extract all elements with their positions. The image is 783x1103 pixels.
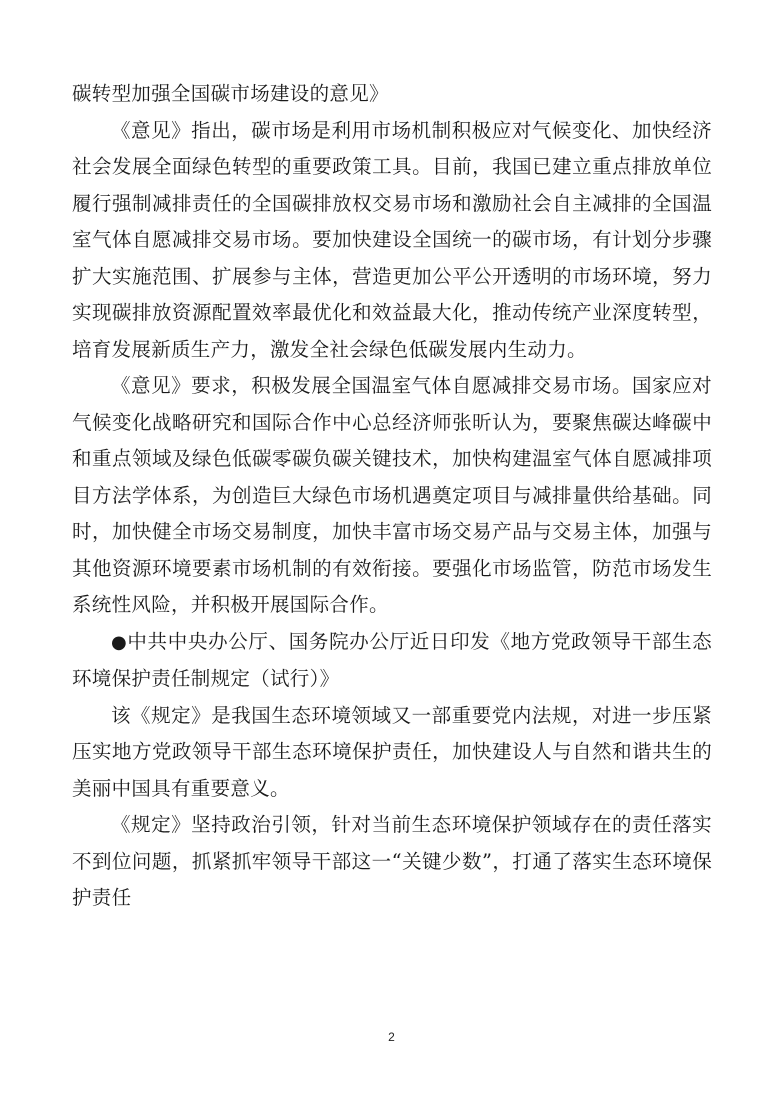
- paragraph-5-text: 该《规定》是我国生态环境领域又一部重要党内法规，对进一步压紧压实地方党政领导干部生态环境保护责任，加快建设人与自然和谐共生的美丽中国具有重要意义。: [72, 703, 712, 800]
- paragraph-2-text: 《意见》指出，碳市场是利用市场机制积极应对气候变化、加快经济社会发展全面绿色转型的重要政策工具。目前，我国已建立重点排放单位履行强制减排责任的全国碳排放权交易市场和激励社会自主减排的全国温室气体自愿减排交易市场。要加快建设全国统一的碳市场，有计划分步骤扩大实施范围、扩展参与主体，营造更加公平公开透明的市场环境，努力实现碳排放资源配置效率最优化和效益最大化，推动传统产业深度转型，培育发展新质生产力，激发全社会绿色低碳发展内生动力。: [72, 118, 712, 361]
- paragraph-6: [72, 807, 712, 917]
- document-body: [72, 76, 712, 917]
- bullet-heading-text: 中共中央办公厅、国务院办公厅近日印发《地方党政领导干部生态环境保护责任制规定（试行）》: [72, 629, 713, 690]
- paragraph-3: [72, 368, 712, 624]
- paragraph-1-text: 碳转型加强全国碳市场建设的意见》: [72, 82, 389, 105]
- paragraph-6-text: 《规定》坚持政治引领，针对当前生态环境保护领域存在的责任落实不到位问题，抓紧抓牢领导干部这一“关键少数”，打通了落实生态环境保护责任: [72, 813, 712, 909]
- paragraph-1: [72, 76, 712, 113]
- bullet-icon: ●: [111, 631, 128, 653]
- paragraph-3-text: 《意见》要求，积极发展全国温室气体自愿减排交易市场。国家应对气候变化战略研究和国际合作中心总经济师张昕认为，要聚焦碳达峰碳中和重点领域及绿色低碳零碳负碳关键技术，加快构建温室气体自愿减排项目方法学体系，为创造巨大绿色市场机遇奠定项目与减排量供给基础。同时，加快健全市场交易制度，加快丰富市场交易产品与交易主体，加强与其他资源环境要素市场机制的有效衔接。要强化市场监管，防范市场发生系统性风险，并积极开展国际合作。: [72, 374, 712, 616]
- bullet-heading-paragraph: [72, 624, 712, 698]
- paragraph-5: [72, 698, 712, 808]
- paragraph-2: [72, 113, 712, 369]
- page-number: 2: [388, 1030, 395, 1044]
